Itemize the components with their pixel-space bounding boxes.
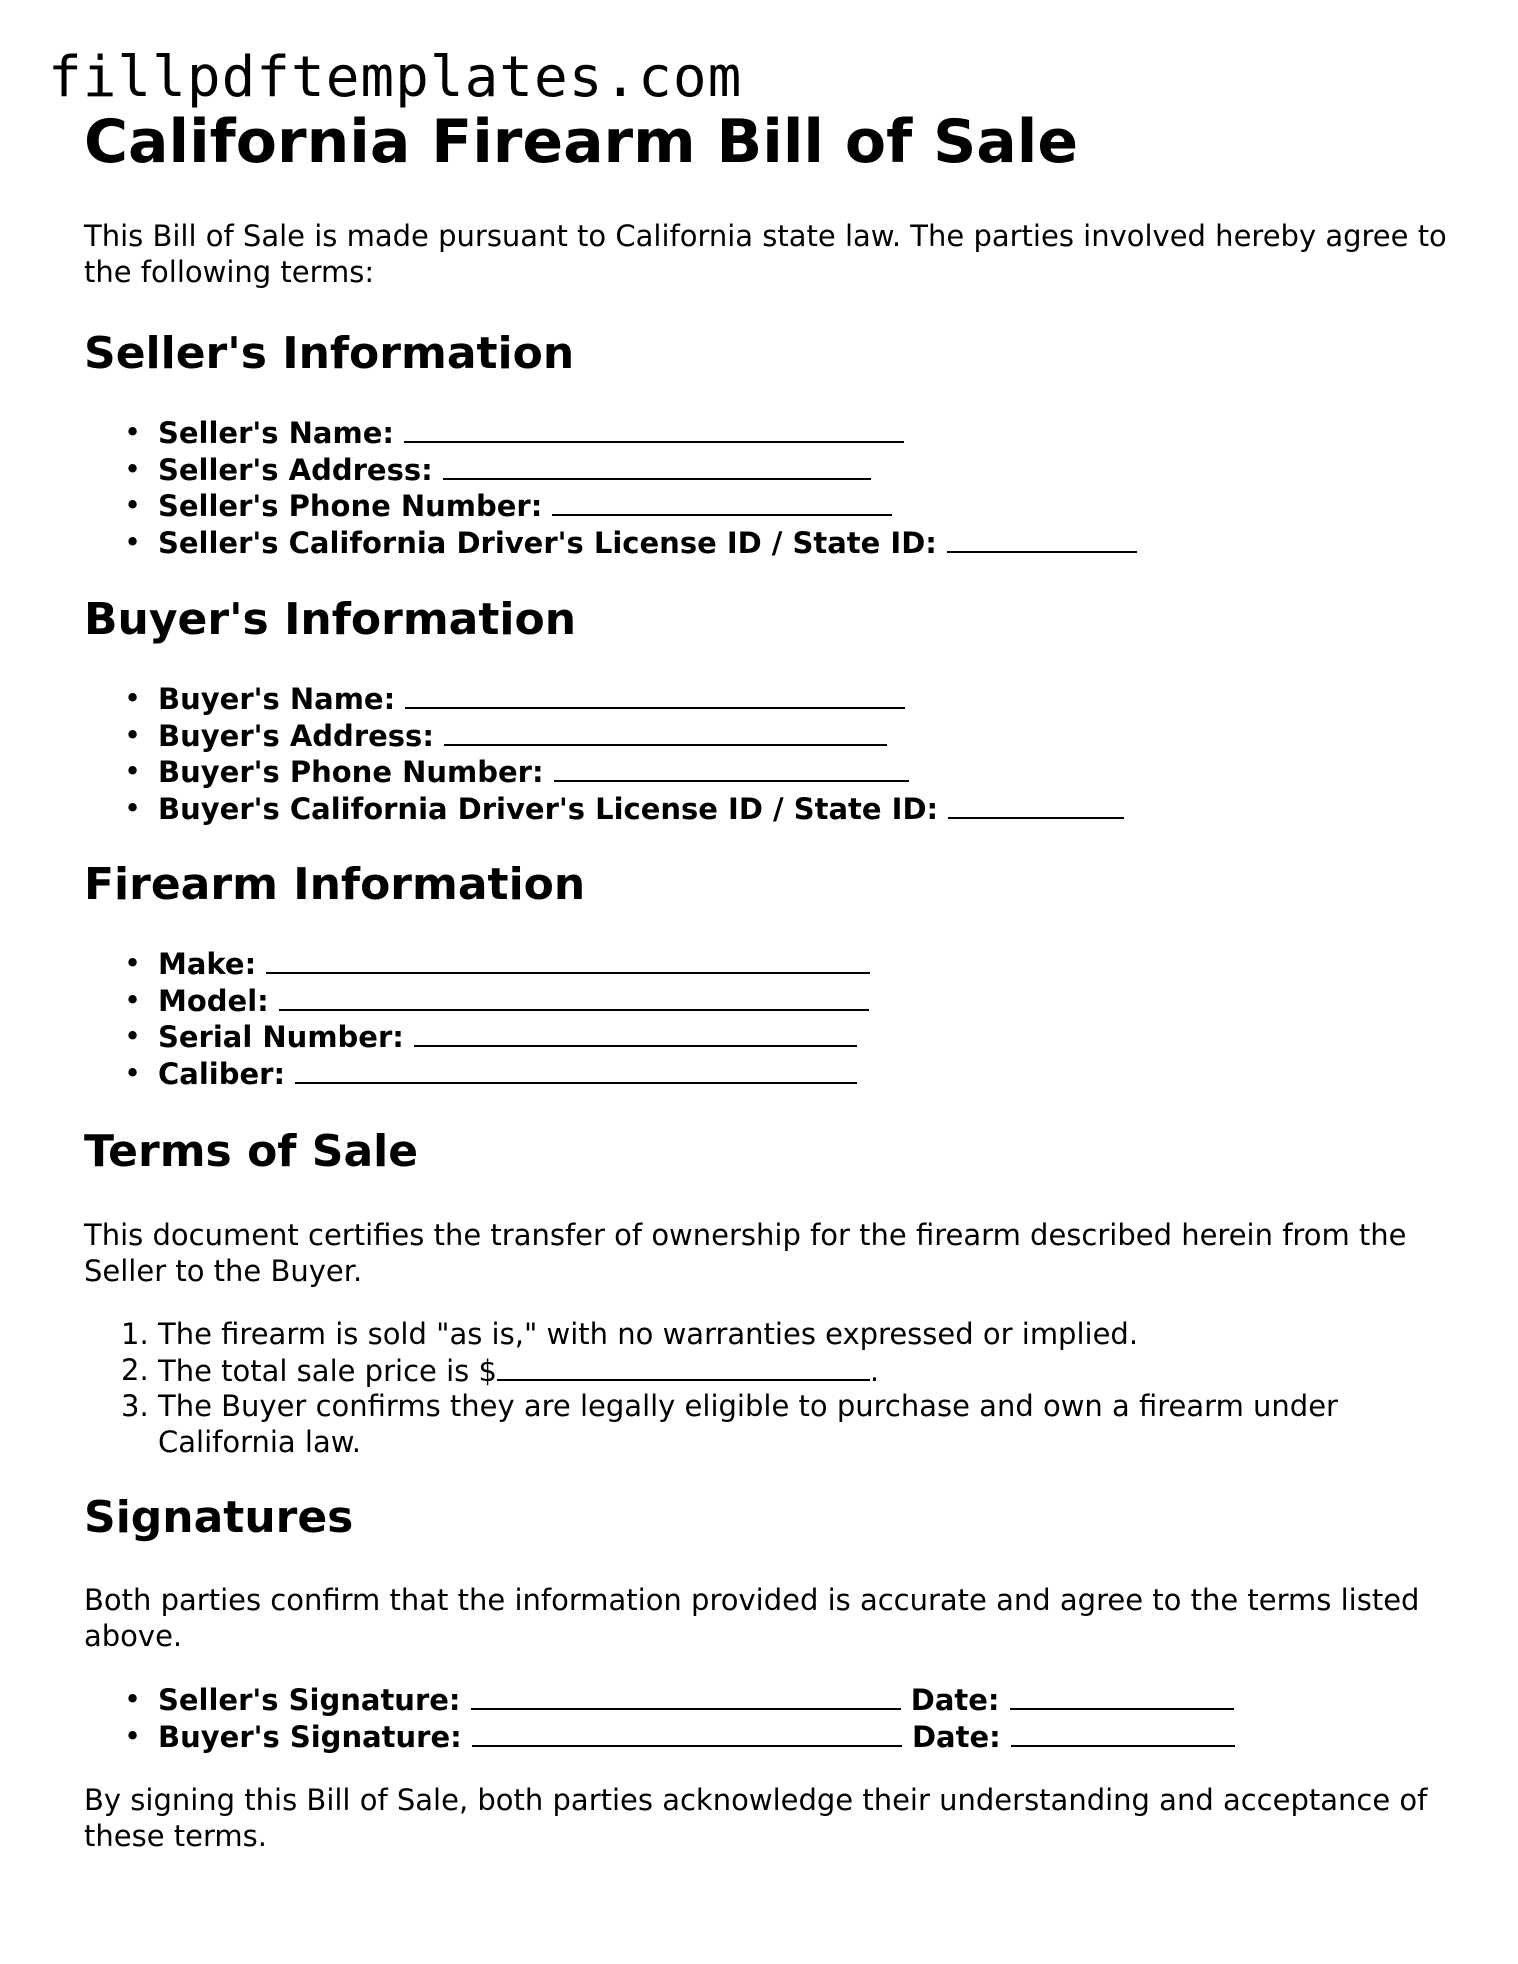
term-item — [84, 1353, 1454, 1390]
firearm-fields — [84, 946, 1454, 1092]
serial-number-input[interactable] — [414, 1019, 857, 1047]
signatures-paragraph: Both parties confirm that the information provided is accurate and agree to the terms listed above. — [84, 1583, 1420, 1653]
field-label: Serial Number: — [158, 1020, 404, 1054]
buyer-heading: Buyer's Information — [84, 594, 577, 645]
buyer-signature-field — [84, 1719, 1454, 1756]
make-input[interactable] — [266, 946, 870, 974]
make-field — [84, 946, 1454, 983]
term-number: 3. — [121, 1389, 149, 1423]
field-label: Buyer's Name: — [158, 682, 396, 716]
buyer-address-field — [84, 718, 1454, 755]
seller-address-field — [84, 452, 1454, 489]
field-label: Model: — [158, 983, 269, 1018]
caliber-input[interactable] — [295, 1056, 857, 1084]
seller-phone-field — [84, 488, 1454, 525]
term-text: The Buyer confirms they are legally eligible to purchase and own a firearm under California law. — [158, 1389, 1338, 1459]
terms-list — [84, 1317, 1454, 1460]
buyer-phone-field — [84, 754, 1454, 791]
seller-signature-field — [84, 1682, 1454, 1719]
field-label: Seller's Address: — [158, 452, 433, 487]
term-text: The total sale price is $ — [158, 1353, 497, 1388]
date-label: Date: — [911, 1719, 1001, 1754]
seller-address-input[interactable] — [443, 452, 871, 480]
field-label: Buyer's Signature: — [158, 1719, 462, 1754]
seller-signature-input[interactable] — [471, 1682, 901, 1710]
field-label: Make: — [158, 947, 257, 981]
field-label: Caliber: — [158, 1056, 286, 1091]
closing-paragraph: By signing this Bill of Sale, both parties acknowledge their understanding and acceptance of these terms. — [84, 1783, 1428, 1853]
terms-paragraph: This document certifies the transfer of ownership for the firearm described herein from the Seller to the Buyer. — [84, 1218, 1407, 1288]
firearm-heading: Firearm Information — [84, 859, 586, 910]
model-input[interactable] — [279, 983, 869, 1011]
field-label: Buyer's California Driver's License ID / State ID: — [158, 791, 939, 826]
serial-number-field — [84, 1019, 1454, 1056]
term-item — [84, 1389, 1454, 1460]
buyer-address-input[interactable] — [444, 718, 887, 746]
term-number: 2. — [121, 1352, 149, 1387]
buyer-license-input[interactable] — [948, 791, 1124, 819]
term-number: 1. — [121, 1317, 149, 1351]
field-label: Seller's California Driver's License ID / State ID: — [158, 525, 937, 560]
buyer-license-field — [84, 791, 1454, 828]
caliber-field — [84, 1056, 1454, 1093]
seller-phone-input[interactable] — [552, 488, 892, 516]
seller-license-input[interactable] — [947, 525, 1137, 553]
term-text: The firearm is sold "as is," with no warranties expressed or implied. — [158, 1317, 1139, 1351]
buyer-name-field — [84, 681, 1454, 718]
seller-license-field — [84, 525, 1454, 562]
terms-heading: Terms of Sale — [84, 1126, 419, 1177]
buyer-fields — [84, 681, 1454, 827]
intro-paragraph: This Bill of Sale is made pursuant to California state law. The parties involved hereby agree to the following terms: — [84, 219, 1447, 289]
seller-heading: Seller's Information — [84, 328, 575, 379]
field-label: Seller's Signature: — [158, 1683, 461, 1717]
signature-fields — [84, 1682, 1454, 1755]
field-label: Seller's Name: — [158, 416, 394, 450]
date-label: Date: — [910, 1683, 1000, 1717]
buyer-signature-input[interactable] — [472, 1719, 902, 1747]
watermark: fillpdftemplates.com — [48, 45, 743, 110]
model-field — [84, 983, 1454, 1020]
buyer-date-input[interactable] — [1011, 1719, 1235, 1747]
term-text-suffix: . — [869, 1353, 880, 1388]
seller-name-input[interactable] — [404, 415, 904, 443]
seller-fields — [84, 415, 1454, 561]
signatures-heading: Signatures — [84, 1492, 354, 1543]
field-label: Buyer's Address: — [158, 718, 434, 753]
seller-date-input[interactable] — [1010, 1682, 1234, 1710]
buyer-phone-input[interactable] — [554, 754, 909, 782]
sale-price-input[interactable] — [497, 1353, 870, 1381]
field-label: Buyer's Phone Number: — [158, 755, 544, 789]
field-label: Seller's Phone Number: — [158, 489, 543, 523]
document-title: California Firearm Bill of Sale — [84, 107, 1079, 177]
term-item — [84, 1317, 1454, 1353]
buyer-name-input[interactable] — [405, 681, 905, 709]
seller-name-field — [84, 415, 1454, 452]
